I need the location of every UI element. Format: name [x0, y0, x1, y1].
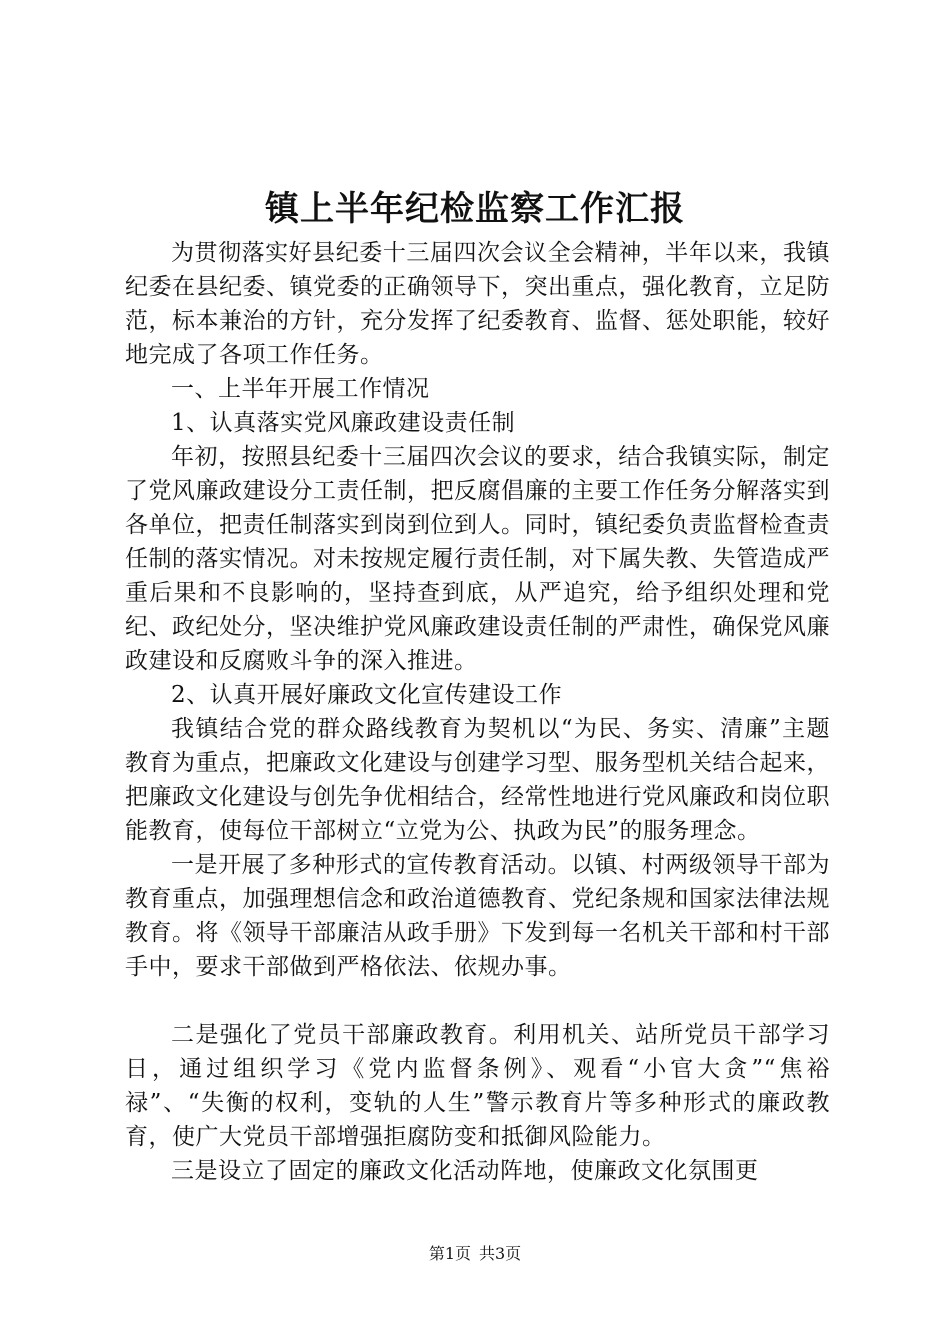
paragraph-point-three: 三是设立了固定的廉政文化活动阵地，使廉政文化氛围更: [171, 1158, 759, 1184]
paragraph-culture: 我镇结合党的群众路线教育为契机以“为民、务实、清廉”主题教育为重点，把廉政文化建设与创建学习型、服务型机关结合起来，把廉政文化建设与创先争优相结合，经常性地进行党风廉政和岗位职能教育，使每位干部树立“立党为公、执政为民”的服务理念。: [125, 716, 830, 844]
paragraph-point-one: 一是开展了多种形式的宣传教育活动。以镇、村两级领导干部为教育重点，加强理想信念和政治道德教育、党纪条规和国家法律法规教育。将《领导干部廉洁从政手册》下发到每一名机关干部和村干部手中，要求干部做到严格依法、依规办事。: [125, 852, 830, 980]
document-body: [125, 236, 830, 1188]
page-number: 第1页: [428, 1244, 471, 1263]
document-title: 镇上半年纪检监察工作汇报: [265, 189, 685, 229]
paragraph-intro: 为贯彻落实好县纪委十三届四次会议全会精神，半年以来，我镇纪委在县纪委、镇党委的正确领导下，突出重点，强化教育，立足防范，标本兼治的方针，充分发挥了纪委教育、监督、惩处职能，较好地完成了各项工作任务。: [125, 240, 830, 368]
page-total: 共3页: [479, 1244, 522, 1263]
subsection-heading-1: 1、认真落实党风廉政建设责任制: [171, 410, 516, 436]
paragraph-responsibility: 年初，按照县纪委十三届四次会议的要求，结合我镇实际，制定了党风廉政建设分工责任制，把反腐倡廉的主要工作任务分解落实到各单位，把责任制落实到岗到位到人。同时，镇纪委负责监督检查责任制的落实情况。对未按规定履行责任制，对下属失教、失管造成严重后果和不良影响的，坚持查到底，从严追究，给予组织处理和党纪、政纪处分，坚决维护党风廉政建设责任制的严肃性，确保党风廉政建设和反腐败斗争的深入推进。: [125, 444, 830, 674]
section-heading-1: 一、上半年开展工作情况: [171, 376, 430, 402]
page-footer: [0, 1243, 950, 1265]
subsection-heading-2: 2、认真开展好廉政文化宣传建设工作: [171, 682, 563, 708]
paragraph-point-two: 二是强化了党员干部廉政教育。利用机关、站所党员干部学习日，通过组织学习《党内监督条例》、观看“小官大贪”“焦裕禄”、“失衡的权利，变轨的人生”警示教育片等多种形式的廉政教育，使广大党员干部增强拒腐防变和抵御风险能力。: [125, 1022, 830, 1150]
